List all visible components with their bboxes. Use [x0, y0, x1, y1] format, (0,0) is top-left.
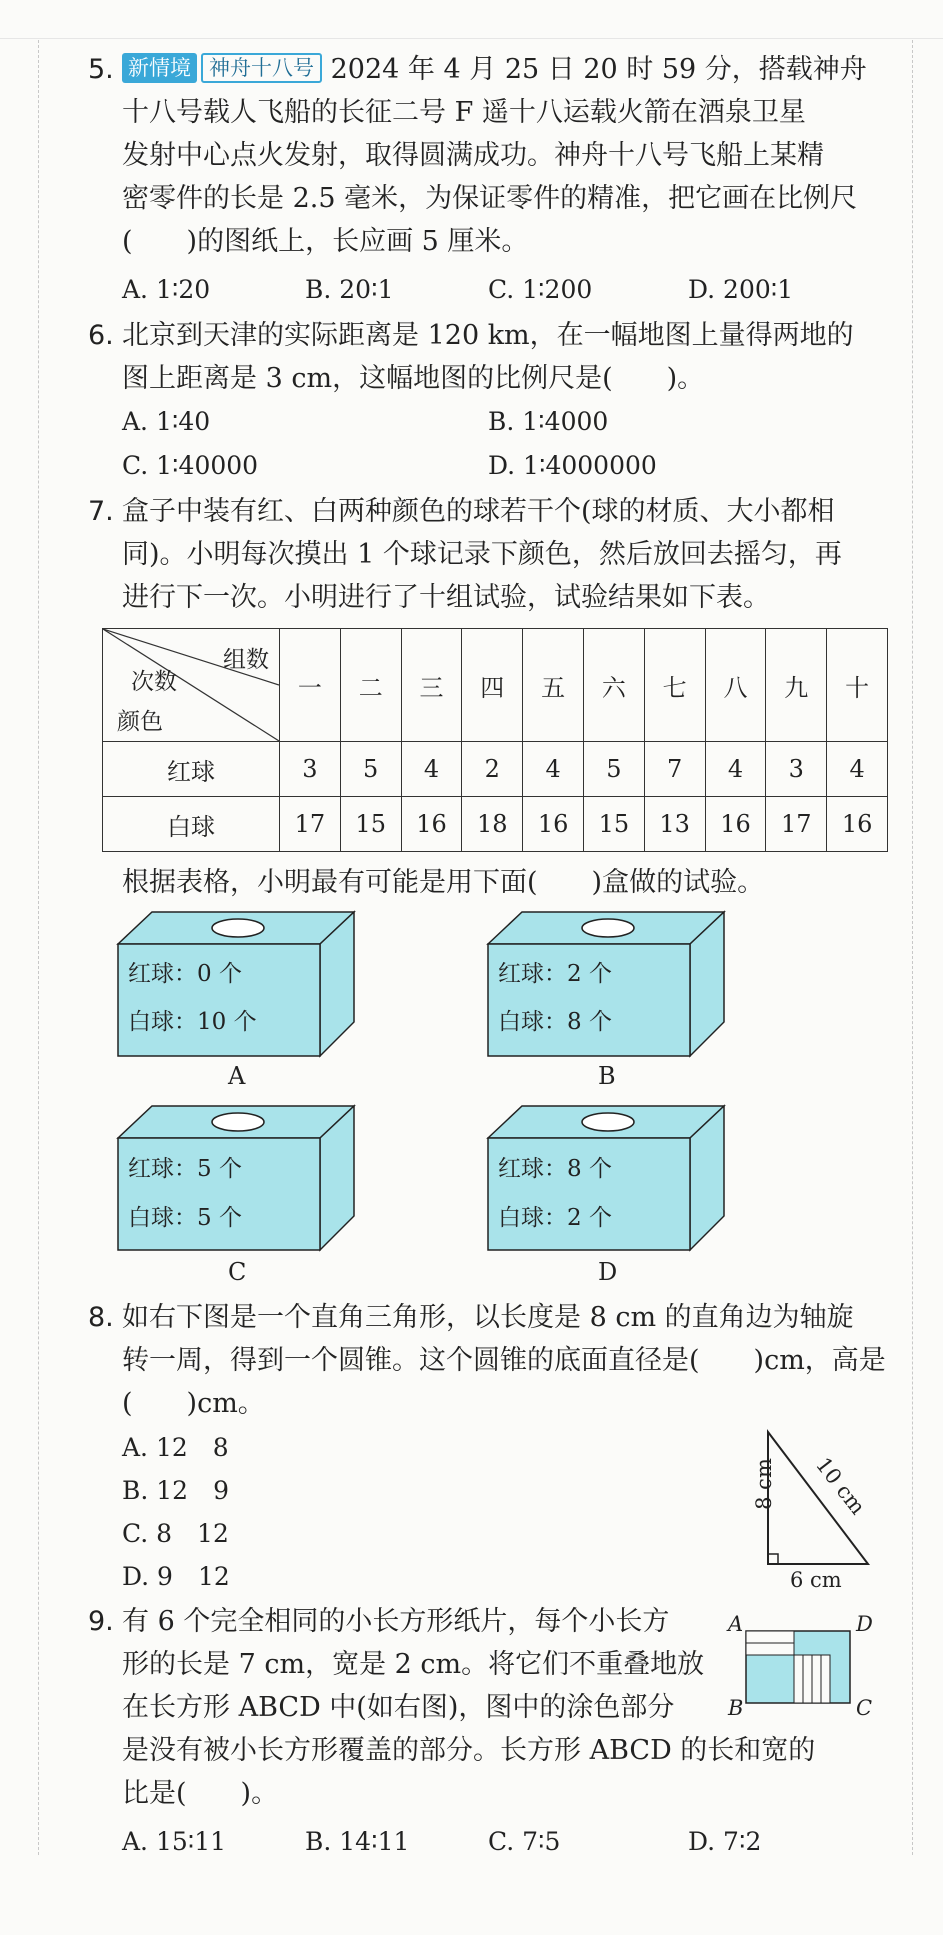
question-number: 8. [88, 1302, 114, 1333]
table-cell: 16 [523, 797, 584, 852]
corner-b-label: B [728, 1696, 744, 1720]
question-number: 6. [88, 320, 114, 351]
table-header-cell: 五 [523, 629, 584, 742]
option-b[interactable]: B. 12 9 [122, 1476, 229, 1505]
table-cell: 17 [280, 797, 341, 852]
question-line: 盒子中装有红、白两种颜色的球若干个(球的材质、大小都相 [122, 496, 835, 527]
table-header-row [103, 629, 888, 742]
question-line: 图上距离是 3 cm，这幅地图的比例尺是( )。 [122, 363, 705, 394]
table-cell: 15 [340, 797, 401, 852]
option-c[interactable]: C. 1∶200 [488, 275, 593, 304]
corner-times-label: 次数 [131, 669, 177, 695]
box-label: A [228, 1062, 246, 1090]
corner-c-label: C [856, 1696, 873, 1720]
question-line: 有 6 个完全相同的小长方形纸片，每个小长方 [122, 1606, 670, 1637]
table-cell: 4 [401, 742, 462, 797]
table-header-cell: 二 [340, 629, 401, 742]
question-number: 5. [88, 54, 114, 85]
question-line: 是没有被小长方形覆盖的部分。长方形 ABCD 的长和宽的 [122, 1735, 816, 1766]
corner-a-label: A [728, 1612, 744, 1636]
table-row [103, 742, 888, 797]
box-red-count: 红球：5 个 [128, 1156, 242, 1182]
table-header-cell: 十 [827, 629, 888, 742]
topic-tag: 神舟十八号 [201, 53, 322, 83]
table-header-cell: 一 [280, 629, 341, 742]
table-header-cell: 七 [644, 629, 705, 742]
box-red-count: 红球：8 个 [498, 1156, 612, 1182]
box-white-count: 白球：8 个 [498, 1009, 612, 1035]
box-red-count: 红球：0 个 [128, 961, 242, 987]
table-header-cell: 六 [583, 629, 644, 742]
table-corner-cell [103, 629, 280, 742]
option-a[interactable]: A. 15∶11 [122, 1827, 227, 1856]
row-label: 红球 [103, 742, 280, 797]
right-margin-line [912, 40, 913, 1855]
option-d[interactable]: D. 7∶2 [688, 1827, 762, 1856]
option-a[interactable]: A. 12 8 [122, 1433, 229, 1462]
table-cell: 16 [827, 797, 888, 852]
rectangle-abcd-figure [745, 1630, 853, 1706]
table-header-cell: 三 [401, 629, 462, 742]
box-white-count: 白球：5 个 [128, 1205, 242, 1231]
option-b[interactable]: B. 1∶4000 [488, 407, 609, 436]
question-line: 十八号载人飞船的长征二号 F 遥十八运载火箭在酒泉卫星 [122, 97, 806, 128]
box-red-count: 红球：2 个 [498, 961, 612, 987]
question-line [122, 50, 867, 90]
new-context-tag: 新情境 [122, 53, 197, 83]
option-a[interactable]: A. 1∶40 [122, 407, 211, 436]
hypotenuse-label: 10 cm [811, 1452, 871, 1520]
table-cell: 17 [766, 797, 827, 852]
question-line: 比是( )。 [122, 1778, 279, 1809]
box-label: C [228, 1258, 247, 1286]
table-header-cell: 九 [766, 629, 827, 742]
table-cell: 4 [705, 742, 766, 797]
left-margin-line [38, 40, 39, 1855]
table-cell: 4 [827, 742, 888, 797]
table-header-cell: 四 [462, 629, 523, 742]
question-line: 进行下一次。小明进行了十组试验，试验结果如下表。 [122, 582, 770, 613]
option-a[interactable]: A. 1∶20 [122, 275, 211, 304]
table-cell: 7 [644, 742, 705, 797]
top-border [0, 38, 943, 39]
table-row [103, 797, 888, 852]
box-white-count: 白球：2 个 [498, 1205, 612, 1231]
table-cell: 18 [462, 797, 523, 852]
question-line: 密零件的长是 2.5 毫米，为保证零件的精准，把它画在比例尺 [122, 183, 858, 214]
box-label: D [598, 1258, 618, 1286]
question-line: 同)。小明每次摸出 1 个球记录下颜色，然后放回去摇匀，再 [122, 539, 842, 570]
line-text: 2024 年 4 月 25 日 20 时 59 分，搭载神舟 [330, 54, 867, 85]
table-cell: 16 [705, 797, 766, 852]
table-cell: 15 [583, 797, 644, 852]
question-line: 形的长是 7 cm，宽是 2 cm。将它们不重叠地放 [122, 1649, 705, 1680]
question-line: 如右下图是一个直角三角形，以长度是 8 cm 的直角边为轴旋 [122, 1302, 854, 1333]
question-line: 北京到天津的实际距离是 120 km，在一幅地图上量得两地的 [122, 320, 854, 351]
question-line: 发射中心点火发射，取得圆满成功。神舟十八号飞船上某精 [122, 140, 824, 171]
table-cell: 2 [462, 742, 523, 797]
corner-group-label: 组数 [223, 647, 269, 673]
question-number: 9. [88, 1606, 114, 1637]
vertical-side-label: 8 cm [751, 1458, 776, 1510]
box-white-count: 白球：10 个 [128, 1009, 257, 1035]
question-line: ( )cm。 [122, 1388, 265, 1419]
option-b[interactable]: B. 20∶1 [305, 275, 394, 304]
table-cell: 3 [280, 742, 341, 797]
table-cell: 5 [340, 742, 401, 797]
option-c[interactable]: C. 8 12 [122, 1519, 229, 1548]
base-side-label: 6 cm [790, 1568, 842, 1592]
table-cell: 5 [583, 742, 644, 797]
option-b[interactable]: B. 14∶11 [305, 1827, 410, 1856]
option-d[interactable]: D. 9 12 [122, 1562, 230, 1591]
question-line: 转一周，得到一个圆锥。这个圆锥的底面直径是( )cm，高是 [122, 1345, 886, 1376]
results-table [102, 628, 888, 852]
option-c[interactable]: C. 7∶5 [488, 1827, 561, 1856]
option-d[interactable]: D. 1∶4000000 [488, 451, 657, 480]
table-cell: 3 [766, 742, 827, 797]
corner-d-label: D [856, 1612, 873, 1636]
option-c[interactable]: C. 1∶40000 [122, 451, 259, 480]
table-cell: 4 [523, 742, 584, 797]
box-label: B [598, 1062, 616, 1090]
table-cell: 16 [401, 797, 462, 852]
option-d[interactable]: D. 200∶1 [688, 275, 794, 304]
table-cell: 13 [644, 797, 705, 852]
question-number: 7. [88, 496, 114, 527]
question-line: 根据表格，小明最有可能是用下面( )盒做的试验。 [122, 867, 765, 898]
question-line: 在长方形 ABCD 中(如右图)，图中的涂色部分 [122, 1692, 675, 1723]
table-header-cell: 八 [705, 629, 766, 742]
corner-color-label: 颜色 [117, 709, 163, 735]
question-line: ( )的图纸上，长应画 5 厘米。 [122, 226, 529, 257]
row-label: 白球 [103, 797, 280, 852]
